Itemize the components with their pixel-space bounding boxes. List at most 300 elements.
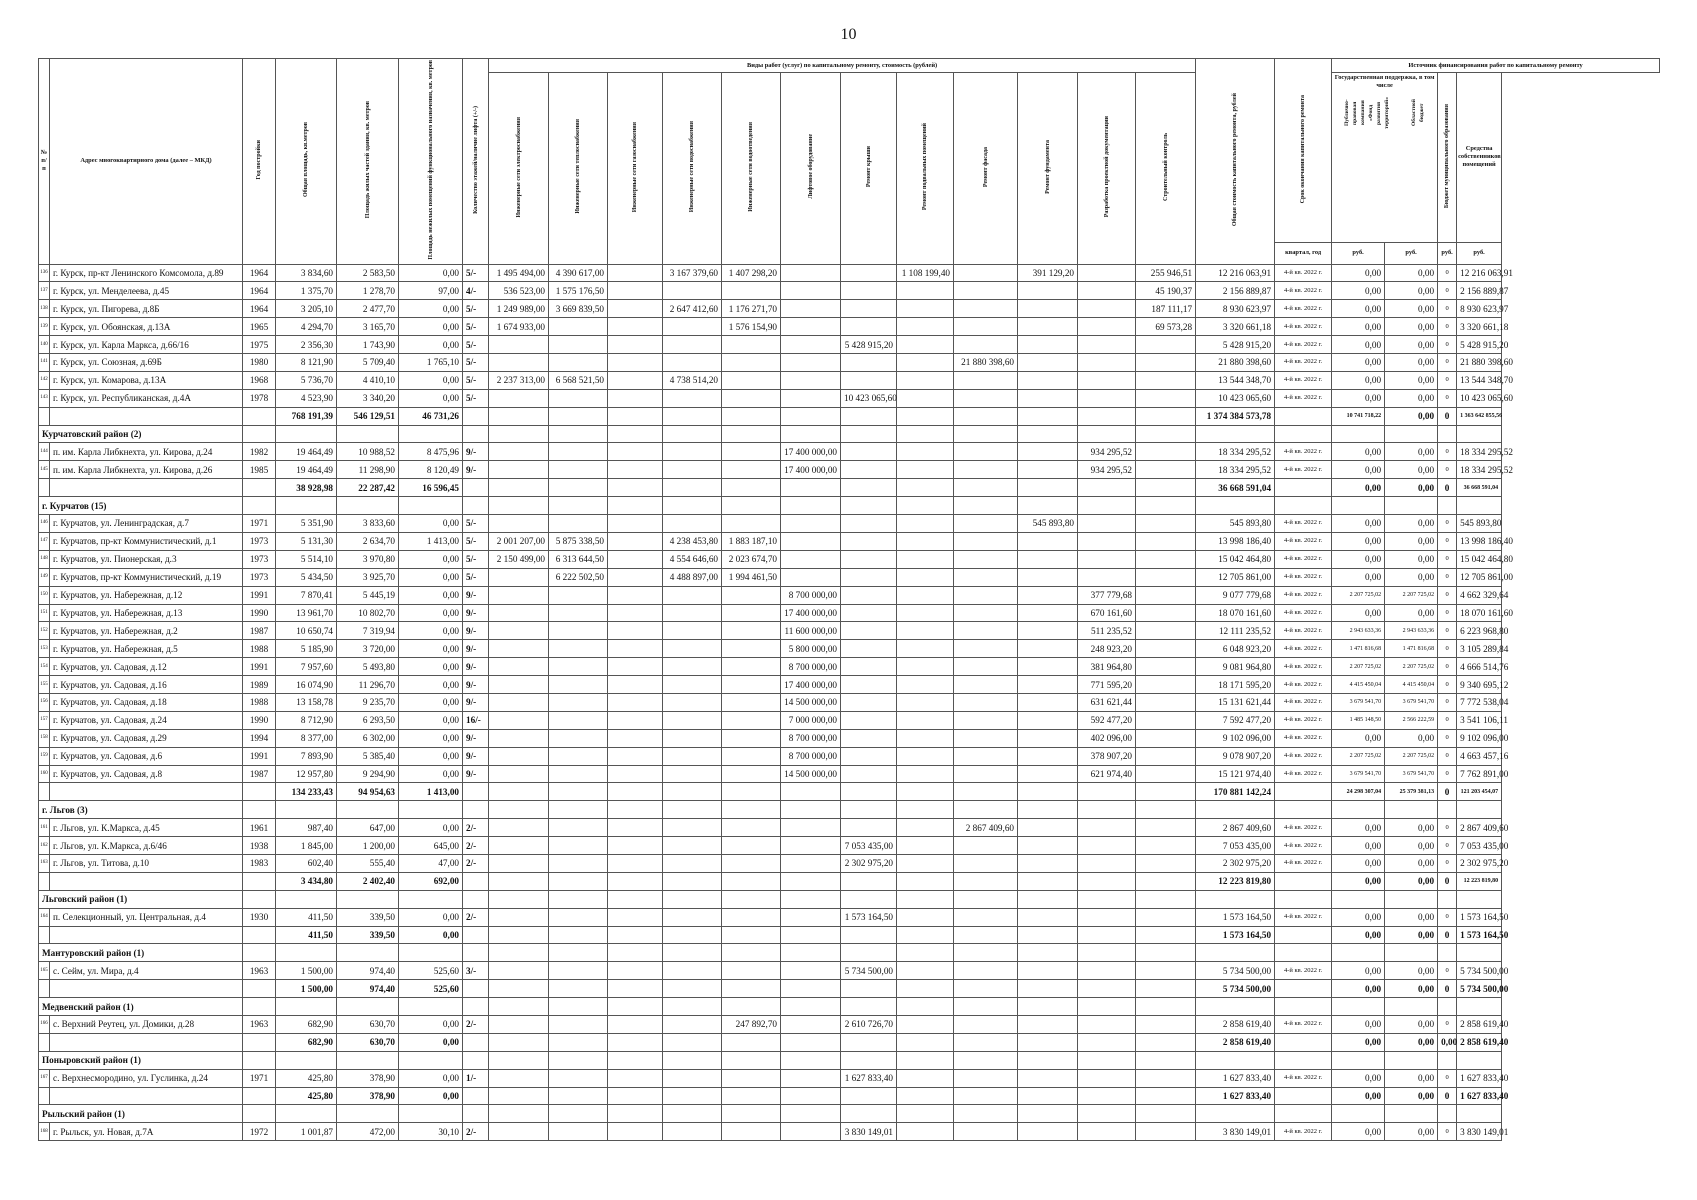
address-cell	[50, 783, 243, 801]
work-cell	[1078, 515, 1136, 533]
empty-cell	[722, 998, 781, 1016]
work-cell	[663, 711, 722, 729]
work-cell	[1018, 1033, 1078, 1051]
floors-cell: 9/-	[463, 604, 489, 622]
work-cell: 5 428 915,20	[841, 336, 897, 354]
floors-cell: 9/-	[463, 461, 489, 479]
work-cell: 378 907,20	[1078, 747, 1136, 765]
group-row	[39, 998, 1660, 1016]
work-cell	[663, 854, 722, 872]
work-cell	[1078, 407, 1136, 425]
deadline-cell: 4-й кв. 2022 г.	[1275, 586, 1332, 604]
owners-cell: 6 223 968,80	[1457, 622, 1502, 640]
address-cell	[50, 926, 243, 944]
work-cell	[954, 461, 1018, 479]
nonres-area-cell: 0,00	[399, 586, 463, 604]
empty-cell	[489, 425, 549, 443]
work-cell	[954, 980, 1018, 998]
work-cell: 934 295,52	[1078, 443, 1136, 461]
num-cell	[39, 872, 50, 890]
work-cell	[663, 282, 722, 300]
work-cell	[897, 908, 954, 926]
work-cell	[1018, 282, 1078, 300]
work-cell	[897, 962, 954, 980]
year-cell: 1982	[243, 443, 276, 461]
work-cell	[1136, 532, 1196, 550]
work-cell	[841, 568, 897, 586]
work-cell	[663, 1033, 722, 1051]
work-cell	[954, 586, 1018, 604]
work-cell	[549, 389, 608, 407]
empty-cell	[1078, 1105, 1136, 1123]
work-cell: 17 400 000,00	[781, 461, 841, 479]
empty-cell	[399, 944, 463, 962]
fund-cell: 0,00	[1332, 872, 1385, 890]
nonres-area-cell: 0,00	[399, 1033, 463, 1051]
year-cell: 1991	[243, 747, 276, 765]
nonres-area-cell: 46 731,26	[399, 407, 463, 425]
work-cell: 670 161,60	[1078, 604, 1136, 622]
work-cell: 247 892,70	[722, 1015, 781, 1033]
work-cell	[549, 407, 608, 425]
empty-cell	[276, 801, 337, 819]
empty-cell	[549, 801, 608, 819]
work-cell: 631 621,44	[1078, 693, 1136, 711]
empty-cell	[1018, 890, 1078, 908]
work-cell	[608, 747, 663, 765]
work-cell	[722, 407, 781, 425]
municipal-cell: 0	[1438, 1123, 1457, 1141]
empty-cell	[663, 890, 722, 908]
work-cell	[1136, 908, 1196, 926]
work-cell	[663, 354, 722, 372]
floors-cell: 5/-	[463, 336, 489, 354]
empty-cell	[1136, 425, 1196, 443]
empty-cell	[1078, 998, 1136, 1016]
work-cell	[841, 354, 897, 372]
municipal-cell: 0	[1438, 622, 1457, 640]
work-cell	[1018, 640, 1078, 658]
num-cell	[39, 1033, 50, 1051]
total-cost-cell: 1 573 164,50	[1196, 908, 1275, 926]
work-cell	[489, 1069, 549, 1087]
empty-cell	[608, 890, 663, 908]
fund-cell: 0,00	[1332, 479, 1385, 497]
municipal-cell: 0	[1438, 318, 1457, 336]
table-row	[39, 837, 1660, 855]
living-area-cell: 974,40	[337, 980, 399, 998]
header-floors: Количество этажей/наличие лифта (+/-)	[463, 59, 489, 265]
num-cell: 164	[39, 908, 50, 926]
work-cell: 6 313 644,50	[549, 550, 608, 568]
work-cell	[841, 658, 897, 676]
total-area-cell: 602,40	[276, 854, 337, 872]
work-cell	[1078, 908, 1136, 926]
work-cell	[897, 693, 954, 711]
empty-cell	[954, 944, 1018, 962]
total-cost-cell: 21 880 398,60	[1196, 354, 1275, 372]
empty-cell	[722, 497, 781, 515]
living-area-cell: 5 493,80	[337, 658, 399, 676]
total-cost-cell: 9 081 964,80	[1196, 658, 1275, 676]
work-cell	[897, 532, 954, 550]
total-area-cell: 4 294,70	[276, 318, 337, 336]
total-area-cell: 3 834,60	[276, 264, 337, 282]
floors-cell: 9/-	[463, 640, 489, 658]
year-cell: 1991	[243, 586, 276, 604]
num-cell: 162	[39, 837, 50, 855]
header-work-0: Инженерные сети электроснабжения	[489, 73, 549, 265]
work-cell	[722, 837, 781, 855]
total-area-cell: 1 375,70	[276, 282, 337, 300]
work-cell	[608, 962, 663, 980]
header-sources-group: Источник финансирования работ по капитальному ремонту	[1332, 59, 1660, 73]
owners-cell: 5 428 915,20	[1457, 336, 1502, 354]
regional-cell: 0,00	[1385, 604, 1438, 622]
work-cell	[954, 407, 1018, 425]
work-cell	[1018, 783, 1078, 801]
work-cell	[781, 962, 841, 980]
municipal-cell: 0	[1438, 336, 1457, 354]
work-cell	[549, 676, 608, 694]
work-cell	[1018, 1087, 1078, 1105]
empty-cell	[399, 1051, 463, 1069]
regional-cell: 0,00	[1385, 515, 1438, 533]
work-cell	[897, 550, 954, 568]
empty-cell	[1196, 425, 1275, 443]
address-cell: г. Курск, ул. Республиканская, д.4А	[50, 389, 243, 407]
floors-cell	[463, 783, 489, 801]
work-cell	[1136, 1123, 1196, 1141]
work-cell	[954, 729, 1018, 747]
empty-cell	[663, 1051, 722, 1069]
owners-cell: 3 105 289,84	[1457, 640, 1502, 658]
deadline-cell: 4-й кв. 2022 г.	[1275, 550, 1332, 568]
fund-cell: 2 207 725,02	[1332, 586, 1385, 604]
table-row	[39, 300, 1660, 318]
floors-cell	[463, 980, 489, 998]
total-area-cell: 8 377,00	[276, 729, 337, 747]
empty-cell	[897, 425, 954, 443]
year-cell: 1994	[243, 729, 276, 747]
empty-cell	[1018, 944, 1078, 962]
table-row	[39, 676, 1660, 694]
work-cell	[954, 1015, 1018, 1033]
work-cell	[489, 354, 549, 372]
work-cell	[954, 837, 1018, 855]
work-cell: 2 023 674,70	[722, 550, 781, 568]
fund-cell: 0,00	[1332, 908, 1385, 926]
work-cell	[1078, 819, 1136, 837]
work-cell	[1078, 282, 1136, 300]
table-row	[39, 640, 1660, 658]
work-cell	[897, 1123, 954, 1141]
total-area-cell: 19 464,49	[276, 461, 337, 479]
living-area-cell: 9 235,70	[337, 693, 399, 711]
num-cell: 157	[39, 711, 50, 729]
total-cost-cell: 7 592 477,20	[1196, 711, 1275, 729]
living-area-cell: 339,50	[337, 908, 399, 926]
work-cell: 621 974,40	[1078, 765, 1136, 783]
address-cell: г. Курчатов, ул. Садовая, д.16	[50, 676, 243, 694]
deadline-cell: 4-й кв. 2022 г.	[1275, 640, 1332, 658]
work-cell: 69 573,28	[1136, 318, 1196, 336]
total-area-cell: 5 514,10	[276, 550, 337, 568]
empty-cell	[1196, 944, 1275, 962]
work-cell	[549, 1123, 608, 1141]
work-cell	[897, 300, 954, 318]
nonres-area-cell: 1 413,00	[399, 532, 463, 550]
regional-cell: 3 679 541,70	[1385, 765, 1438, 783]
work-cell	[781, 300, 841, 318]
work-cell	[663, 604, 722, 622]
total-cost-cell: 15 042 464,80	[1196, 550, 1275, 568]
work-cell	[781, 1087, 841, 1105]
total-area-cell: 5 736,70	[276, 371, 337, 389]
work-cell	[781, 264, 841, 282]
regional-cell: 2 943 633,36	[1385, 622, 1438, 640]
year-cell: 1985	[243, 461, 276, 479]
regional-cell: 0,00	[1385, 872, 1438, 890]
table-row	[39, 747, 1660, 765]
work-cell: 8 700 000,00	[781, 658, 841, 676]
work-cell	[722, 747, 781, 765]
address-cell	[50, 872, 243, 890]
living-area-cell: 555,40	[337, 854, 399, 872]
empty-cell	[1136, 998, 1196, 1016]
work-cell	[954, 604, 1018, 622]
work-cell	[608, 407, 663, 425]
living-area-cell: 2 634,70	[337, 532, 399, 550]
owners-cell: 12 705 861,00	[1457, 568, 1502, 586]
group-label: Поныровский район (1)	[39, 1051, 243, 1069]
work-cell	[1018, 389, 1078, 407]
year-cell: 1971	[243, 515, 276, 533]
fund-cell: 0,00	[1332, 837, 1385, 855]
total-cost-cell: 15 121 974,40	[1196, 765, 1275, 783]
header-living-area: Площадь жилых частей здания, кв. метров	[337, 59, 399, 265]
header-total-area: Общая площадь, кв.метров	[276, 59, 337, 265]
address-cell: г. Курчатов, пр-кт Коммунистический, д.19	[50, 568, 243, 586]
work-cell	[549, 747, 608, 765]
work-cell	[489, 693, 549, 711]
address-cell: г. Курск, ул. Комарова, д.13А	[50, 371, 243, 389]
work-cell	[897, 515, 954, 533]
empty-cell	[781, 998, 841, 1016]
regional-cell: 0,00	[1385, 318, 1438, 336]
header-deadline: Срок окончания капитального ремонта	[1275, 59, 1332, 243]
work-cell	[608, 854, 663, 872]
subtotal-row	[39, 783, 1660, 801]
total-cost-cell: 1 374 384 573,78	[1196, 407, 1275, 425]
work-cell: 3 669 839,50	[549, 300, 608, 318]
work-cell	[1018, 604, 1078, 622]
work-cell: 1 249 989,00	[489, 300, 549, 318]
work-cell	[781, 515, 841, 533]
municipal-cell: 0	[1438, 568, 1457, 586]
header-nonres-area: Площадь нежилых помещений функционального назначения, кв. метров	[399, 59, 463, 265]
work-cell	[954, 1123, 1018, 1141]
deadline-cell	[1275, 783, 1332, 801]
work-cell	[954, 515, 1018, 533]
work-cell	[1018, 1123, 1078, 1141]
work-cell	[897, 854, 954, 872]
empty-cell	[608, 998, 663, 1016]
work-cell	[841, 1033, 897, 1051]
work-cell	[1018, 354, 1078, 372]
work-cell	[1136, 461, 1196, 479]
work-cell	[722, 1123, 781, 1141]
municipal-cell: 0	[1438, 837, 1457, 855]
work-cell	[781, 908, 841, 926]
empty-cell	[489, 497, 549, 515]
work-cell	[897, 318, 954, 336]
total-area-cell: 768 191,39	[276, 407, 337, 425]
empty-cell	[897, 944, 954, 962]
work-cell	[663, 765, 722, 783]
work-cell	[549, 658, 608, 676]
work-cell	[608, 354, 663, 372]
num-cell: 158	[39, 729, 50, 747]
empty-cell	[1275, 1105, 1332, 1123]
work-cell	[489, 819, 549, 837]
owners-cell: 1 363 642 855,56	[1457, 407, 1502, 425]
work-cell	[489, 854, 549, 872]
work-cell	[489, 443, 549, 461]
empty-cell	[276, 944, 337, 962]
work-cell	[549, 586, 608, 604]
empty-cell	[1385, 425, 1438, 443]
total-cost-cell: 12 216 063,91	[1196, 264, 1275, 282]
deadline-cell: 4-й кв. 2022 г.	[1275, 282, 1332, 300]
year-cell	[243, 980, 276, 998]
header-works-group: Виды работ (услуг) по капитальному ремонту, стоимость (рублей)	[489, 59, 1196, 73]
work-cell: 5 875 338,50	[549, 532, 608, 550]
owners-cell: 9 102 096,00	[1457, 729, 1502, 747]
municipal-cell: 0	[1438, 354, 1457, 372]
work-cell: 377 779,68	[1078, 586, 1136, 604]
owners-cell: 1 573 164,50	[1457, 908, 1502, 926]
work-cell	[897, 926, 954, 944]
empty-cell	[722, 890, 781, 908]
work-cell	[781, 371, 841, 389]
work-cell	[1136, 336, 1196, 354]
work-cell	[841, 765, 897, 783]
work-cell	[1078, 371, 1136, 389]
floors-cell: 5/-	[463, 515, 489, 533]
work-cell	[897, 1069, 954, 1087]
work-cell	[841, 819, 897, 837]
empty-cell	[781, 1051, 841, 1069]
table-row	[39, 962, 1660, 980]
living-area-cell: 1 278,70	[337, 282, 399, 300]
year-cell	[243, 479, 276, 497]
work-cell	[841, 783, 897, 801]
municipal-cell: 0	[1438, 783, 1457, 801]
deadline-cell: 4-й кв. 2022 г.	[1275, 747, 1332, 765]
floors-cell	[463, 872, 489, 890]
num-cell: 149	[39, 568, 50, 586]
work-cell	[954, 747, 1018, 765]
empty-cell	[1457, 497, 1502, 515]
work-cell	[897, 729, 954, 747]
nonres-area-cell: 0,00	[399, 515, 463, 533]
work-cell	[841, 747, 897, 765]
floors-cell: 9/-	[463, 443, 489, 461]
fund-cell: 10 741 718,22	[1332, 407, 1385, 425]
living-area-cell: 546 129,51	[337, 407, 399, 425]
work-cell	[1018, 962, 1078, 980]
nonres-area-cell: 0,00	[399, 389, 463, 407]
address-cell: г. Курчатов, ул. Садовая, д.12	[50, 658, 243, 676]
work-cell	[954, 300, 1018, 318]
fund-cell: 0,00	[1332, 532, 1385, 550]
deadline-cell: 4-й кв. 2022 г.	[1275, 962, 1332, 980]
work-cell: 1 573 164,50	[841, 908, 897, 926]
work-cell	[897, 479, 954, 497]
num-cell: 151	[39, 604, 50, 622]
empty-cell	[463, 497, 489, 515]
deadline-cell	[1275, 872, 1332, 890]
work-cell	[1078, 354, 1136, 372]
work-cell	[897, 640, 954, 658]
num-cell: 142	[39, 371, 50, 389]
work-cell	[954, 908, 1018, 926]
empty-cell	[549, 425, 608, 443]
floors-cell: 9/-	[463, 729, 489, 747]
total-area-cell: 1 500,00	[276, 980, 337, 998]
table-row	[39, 550, 1660, 568]
fund-cell: 2 207 725,02	[1332, 747, 1385, 765]
deadline-cell: 4-й кв. 2022 г.	[1275, 854, 1332, 872]
work-cell	[841, 640, 897, 658]
nonres-area-cell: 0,00	[399, 747, 463, 765]
work-cell	[897, 765, 954, 783]
nonres-area-cell: 8 120,49	[399, 461, 463, 479]
address-cell: п. им. Карла Либкнехта, ул. Кирова, д.26	[50, 461, 243, 479]
work-cell	[954, 550, 1018, 568]
empty-cell	[243, 890, 276, 908]
regional-cell: 1 471 816,68	[1385, 640, 1438, 658]
work-cell	[1078, 300, 1136, 318]
empty-cell	[722, 425, 781, 443]
total-cost-cell: 13 998 186,40	[1196, 532, 1275, 550]
nonres-area-cell: 0,00	[399, 568, 463, 586]
living-area-cell: 1 200,00	[337, 837, 399, 855]
work-cell	[608, 926, 663, 944]
empty-cell	[841, 1051, 897, 1069]
deadline-cell: 4-й кв. 2022 г.	[1275, 389, 1332, 407]
work-cell	[781, 854, 841, 872]
work-cell	[663, 908, 722, 926]
empty-cell	[663, 944, 722, 962]
work-cell	[897, 872, 954, 890]
work-cell	[841, 926, 897, 944]
empty-cell	[841, 1105, 897, 1123]
total-cost-cell: 2 867 409,60	[1196, 819, 1275, 837]
fund-cell: 0,00	[1332, 300, 1385, 318]
nonres-area-cell: 8 475,96	[399, 443, 463, 461]
work-cell: 2 237 313,00	[489, 371, 549, 389]
work-cell: 2 867 409,60	[954, 819, 1018, 837]
work-cell	[1018, 568, 1078, 586]
municipal-cell: 0	[1438, 282, 1457, 300]
work-cell	[663, 1123, 722, 1141]
fund-cell: 0,00	[1332, 980, 1385, 998]
work-cell	[489, 783, 549, 801]
work-cell: 4 554 646,60	[663, 550, 722, 568]
work-cell	[841, 550, 897, 568]
